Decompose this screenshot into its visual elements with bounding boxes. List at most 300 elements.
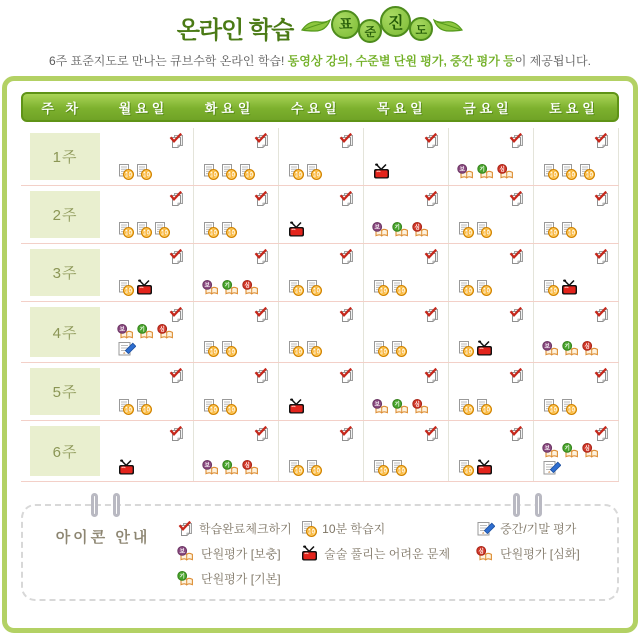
week-label: 2주 (30, 191, 100, 238)
logo-circle: 준 (358, 19, 382, 43)
leaf-icon (301, 17, 331, 37)
unit-eval-advanced-icon[interactable] (157, 324, 176, 340)
check-complete-icon[interactable] (508, 306, 525, 324)
content-frame (2, 76, 638, 633)
svg-text:기: 기 (564, 446, 570, 453)
unit-eval-advanced-icon[interactable] (582, 443, 601, 459)
unit-eval-supplement-icon[interactable] (372, 399, 391, 415)
check-complete-icon[interactable] (253, 248, 270, 266)
ten-min-worksheet-icon[interactable] (202, 221, 219, 238)
day-cell (278, 128, 363, 185)
svg-text:10: 10 (483, 230, 490, 237)
day-cell (193, 244, 278, 301)
ten-min-worksheet-icon[interactable] (220, 163, 237, 180)
svg-text:10: 10 (313, 172, 320, 179)
ten-min-worksheet-icon[interactable] (135, 398, 152, 415)
unit-eval-supplement-icon[interactable] (202, 460, 221, 476)
table-row (21, 363, 619, 421)
day-cell (193, 421, 278, 481)
check-complete-icon[interactable] (593, 132, 610, 150)
svg-text:10: 10 (380, 349, 387, 356)
table-row (21, 186, 619, 244)
check-complete-icon[interactable] (168, 367, 185, 385)
ten-min-worksheet-icon[interactable] (220, 398, 237, 415)
check-complete-icon[interactable] (593, 306, 610, 324)
svg-text:10: 10 (210, 172, 217, 179)
legend-label: 학습완료체크하기 (199, 522, 292, 536)
check-complete-icon[interactable] (338, 425, 355, 443)
check-complete-icon[interactable] (423, 306, 440, 324)
svg-text:보: 보 (374, 225, 380, 232)
ten-min-worksheet-icon[interactable] (457, 340, 474, 357)
svg-text:10: 10 (483, 407, 490, 414)
column-header: 금요일 (463, 100, 513, 116)
hard-problem-tv-icon[interactable] (287, 398, 306, 415)
svg-text:10: 10 (465, 288, 472, 295)
check-complete-icon[interactable] (338, 248, 355, 266)
day-cell (278, 363, 363, 420)
ten-min-worksheet-icon[interactable] (117, 398, 134, 415)
week-cell (21, 363, 109, 420)
svg-text:10: 10 (483, 288, 490, 295)
ten-min-worksheet-icon[interactable] (153, 221, 170, 238)
day-cell (448, 244, 533, 301)
svg-text:10: 10 (465, 349, 472, 356)
day-cell (109, 363, 193, 420)
check-complete-icon[interactable] (423, 132, 440, 150)
subtitle-plain: 6주 표준지도로 만나는 큐브수학 온라인 학습! (49, 54, 288, 68)
hard-problem-tv-icon (300, 545, 319, 562)
svg-text:10: 10 (380, 468, 387, 475)
ten-min-worksheet-icon[interactable] (305, 340, 322, 357)
svg-text:10: 10 (295, 349, 302, 356)
day-cell (533, 244, 619, 301)
check-complete-icon[interactable] (168, 190, 185, 208)
day-cell (278, 302, 363, 362)
day-cell (448, 421, 533, 481)
title-row (0, 5, 640, 49)
svg-text:심: 심 (244, 283, 251, 290)
logo-circles (331, 11, 433, 43)
day-cell (109, 421, 193, 481)
svg-text:기: 기 (139, 327, 146, 334)
day-cell (193, 363, 278, 420)
ten-min-worksheet-icon[interactable] (287, 163, 304, 180)
day-cell (193, 302, 278, 362)
week-cell (21, 128, 109, 185)
ten-min-worksheet-icon (300, 520, 317, 537)
svg-text:10: 10 (228, 172, 235, 179)
table-row (21, 128, 619, 186)
svg-text:심: 심 (159, 327, 166, 334)
ten-min-worksheet-icon[interactable] (560, 163, 577, 180)
svg-text:10: 10 (143, 407, 151, 414)
svg-text:심: 심 (584, 344, 590, 351)
table-row (21, 302, 619, 363)
check-complete-icon[interactable] (253, 425, 270, 443)
check-complete-icon[interactable] (338, 190, 355, 208)
ten-min-worksheet-icon[interactable] (135, 163, 152, 180)
binder-ring (513, 493, 520, 517)
ten-min-worksheet-icon[interactable] (202, 398, 219, 415)
ten-min-worksheet-icon[interactable] (560, 398, 577, 415)
table-row (21, 421, 619, 482)
column-header: 목요일 (376, 100, 427, 116)
day-cell (363, 302, 448, 362)
legend-item (177, 570, 300, 587)
ten-min-worksheet-icon[interactable] (287, 340, 304, 357)
svg-text:기: 기 (224, 463, 231, 470)
check-complete-icon[interactable] (253, 367, 270, 385)
check-complete-icon (177, 520, 194, 537)
ten-min-worksheet-icon[interactable] (202, 340, 219, 357)
schedule-table (21, 92, 619, 482)
column-header: 화요일 (204, 100, 255, 116)
check-complete-icon[interactable] (423, 367, 440, 385)
ten-min-worksheet-icon[interactable] (372, 340, 389, 357)
svg-text:10: 10 (398, 288, 405, 295)
legend-item (476, 545, 611, 562)
legend-item (177, 545, 300, 562)
day-cell (448, 128, 533, 185)
unit-eval-supplement-icon[interactable] (457, 164, 476, 180)
svg-text:기: 기 (479, 167, 485, 174)
day-cell (533, 363, 619, 420)
ten-min-worksheet-icon[interactable] (475, 398, 492, 415)
day-cell (109, 186, 193, 243)
svg-text:심: 심 (478, 548, 484, 555)
check-complete-icon[interactable] (593, 248, 610, 266)
svg-text:10: 10 (210, 349, 217, 356)
check-complete-icon[interactable] (593, 190, 610, 208)
column-header: 토요일 (549, 100, 599, 116)
legend-label: 술술 풀리는 어려운 문제 (324, 547, 451, 561)
column-header: 수요일 (290, 100, 341, 116)
week-cell (21, 421, 109, 481)
check-complete-icon[interactable] (508, 190, 525, 208)
check-complete-icon[interactable] (423, 248, 440, 266)
svg-text:기: 기 (224, 283, 231, 290)
column-header: 월요일 (118, 100, 169, 116)
week-cell (21, 186, 109, 243)
svg-text:10: 10 (295, 468, 302, 475)
day-cell (278, 421, 363, 481)
svg-text:10: 10 (550, 230, 557, 237)
week-label: 5주 (30, 368, 100, 415)
svg-text:10: 10 (380, 288, 387, 295)
svg-text:10: 10 (125, 288, 133, 295)
unit-eval-advanced-icon[interactable] (412, 399, 431, 415)
day-cell (533, 302, 619, 362)
unit-eval-basic-icon[interactable] (562, 443, 581, 459)
unit-eval-advanced-icon[interactable] (412, 222, 431, 238)
svg-text:10: 10 (465, 407, 472, 414)
column-header: 주 차 (41, 100, 83, 116)
svg-text:10: 10 (465, 468, 472, 475)
svg-text:10: 10 (210, 407, 217, 414)
ten-min-worksheet-icon[interactable] (390, 279, 407, 296)
ten-min-worksheet-icon[interactable] (117, 163, 134, 180)
week-label: 1주 (30, 133, 100, 180)
svg-text:10: 10 (313, 288, 320, 295)
svg-text:심: 심 (414, 225, 420, 232)
svg-text:10: 10 (313, 468, 320, 475)
binder-ring (113, 493, 120, 517)
svg-text:보: 보 (459, 167, 465, 174)
ten-min-worksheet-icon[interactable] (305, 163, 322, 180)
legend-label: 단원평가 [심화] (500, 547, 580, 561)
unit-eval-basic-icon[interactable] (477, 164, 496, 180)
check-complete-icon[interactable] (423, 190, 440, 208)
svg-text:10: 10 (143, 172, 151, 179)
logo-circle: 진 (380, 6, 411, 37)
subtitle-highlight: 동영상 강의, 수준별 단원 평가, 중간 평가 등 (287, 54, 515, 68)
day-cell (109, 128, 193, 185)
svg-text:보: 보 (179, 548, 185, 555)
unit-eval-supplement-icon[interactable] (117, 324, 136, 340)
ten-min-worksheet-icon[interactable] (372, 279, 389, 296)
svg-text:심: 심 (499, 167, 505, 174)
svg-text:기: 기 (394, 225, 400, 232)
hard-problem-tv-icon[interactable] (560, 279, 579, 296)
day-cell (448, 363, 533, 420)
unit-eval-basic-icon[interactable] (222, 280, 241, 296)
svg-text:10: 10 (550, 172, 557, 179)
day-cell (363, 244, 448, 301)
day-cell (533, 421, 619, 481)
svg-text:10: 10 (568, 407, 575, 414)
svg-text:보: 보 (119, 327, 126, 334)
svg-text:10: 10 (210, 230, 217, 237)
ten-min-worksheet-icon[interactable] (238, 163, 255, 180)
binder-ring (91, 493, 98, 517)
svg-text:심: 심 (414, 402, 420, 409)
unit-eval-advanced-icon[interactable] (242, 280, 261, 296)
svg-text:10: 10 (295, 172, 302, 179)
svg-text:10: 10 (143, 230, 151, 237)
svg-text:보: 보 (204, 463, 211, 470)
ten-min-worksheet-icon[interactable] (220, 340, 237, 357)
ten-min-worksheet-icon[interactable] (542, 163, 559, 180)
svg-text:10: 10 (228, 230, 235, 237)
ten-min-worksheet-icon[interactable] (305, 459, 322, 476)
legend-label: 단원평가 [기본] (201, 572, 281, 586)
svg-text:10: 10 (125, 407, 133, 414)
unit-eval-supplement-icon[interactable] (202, 280, 221, 296)
svg-text:10: 10 (161, 230, 169, 237)
unit-eval-advanced-icon[interactable] (242, 460, 261, 476)
ten-min-worksheet-icon[interactable] (390, 459, 407, 476)
legend-label: 10분 학습지 (322, 522, 386, 536)
svg-text:보: 보 (544, 344, 550, 351)
svg-text:보: 보 (544, 446, 550, 453)
hard-problem-tv-icon[interactable] (135, 279, 154, 296)
svg-text:심: 심 (244, 463, 251, 470)
day-cell (278, 244, 363, 301)
svg-text:심: 심 (584, 446, 590, 453)
svg-text:10: 10 (586, 172, 593, 179)
progress-logo (301, 11, 463, 43)
day-cell (363, 363, 448, 420)
icon-legend (21, 504, 619, 601)
unit-eval-supplement-icon (177, 546, 196, 562)
page-header (0, 0, 640, 76)
unit-eval-basic-icon[interactable] (137, 324, 156, 340)
unit-eval-basic-icon[interactable] (392, 222, 411, 238)
check-complete-icon[interactable] (593, 425, 610, 443)
check-complete-icon[interactable] (168, 306, 185, 324)
unit-eval-basic-icon[interactable] (562, 341, 581, 357)
svg-text:10: 10 (313, 349, 320, 356)
svg-text:10: 10 (246, 172, 253, 179)
ten-min-worksheet-icon[interactable] (542, 279, 559, 296)
logo-circle: 표 (331, 10, 360, 39)
hard-problem-tv-icon[interactable] (475, 340, 494, 357)
day-cell (193, 128, 278, 185)
day-cell (278, 186, 363, 243)
day-cell (109, 244, 193, 301)
legend-item (300, 520, 476, 537)
hard-problem-tv-icon[interactable] (475, 459, 494, 476)
legend-item (177, 520, 300, 537)
day-cell (448, 186, 533, 243)
svg-text:10: 10 (295, 288, 302, 295)
svg-text:10: 10 (398, 468, 405, 475)
week-cell (21, 244, 109, 301)
ten-min-worksheet-icon[interactable] (578, 163, 595, 180)
ten-min-worksheet-icon[interactable] (220, 221, 237, 238)
unit-eval-basic-icon[interactable] (392, 399, 411, 415)
legend-grid (177, 520, 611, 593)
svg-text:10: 10 (228, 349, 235, 356)
check-complete-icon[interactable] (508, 132, 525, 150)
week-label: 3주 (30, 249, 100, 296)
day-cell (533, 128, 619, 185)
svg-text:10: 10 (308, 529, 315, 536)
svg-text:10: 10 (125, 172, 133, 179)
check-complete-icon[interactable] (253, 190, 270, 208)
hard-problem-tv-icon[interactable] (287, 221, 306, 238)
subtitle-plain-end: 이 제공됩니다. (514, 54, 591, 68)
check-complete-icon[interactable] (593, 367, 610, 385)
day-cell (363, 128, 448, 185)
legend-label: 중간/기말 평가 (500, 522, 577, 536)
check-complete-icon[interactable] (338, 306, 355, 324)
svg-text:10: 10 (398, 349, 405, 356)
ten-min-worksheet-icon[interactable] (202, 163, 219, 180)
legend-label: 단원평가 [보충] (201, 547, 281, 561)
hard-problem-tv-icon[interactable] (372, 163, 391, 180)
ten-min-worksheet-icon[interactable] (305, 279, 322, 296)
ten-min-worksheet-icon[interactable] (117, 221, 134, 238)
ten-min-worksheet-icon[interactable] (457, 459, 474, 476)
day-cell (193, 186, 278, 243)
mid-final-exam-icon (476, 520, 495, 537)
ten-min-worksheet-icon[interactable] (475, 279, 492, 296)
svg-text:기: 기 (179, 573, 185, 580)
svg-text:보: 보 (204, 283, 211, 290)
check-complete-icon[interactable] (253, 132, 270, 150)
svg-text:보: 보 (374, 402, 380, 409)
ten-min-worksheet-icon[interactable] (457, 398, 474, 415)
week-label: 4주 (30, 307, 100, 357)
day-cell (363, 186, 448, 243)
ten-min-worksheet-icon[interactable] (135, 221, 152, 238)
svg-text:10: 10 (465, 230, 472, 237)
svg-text:기: 기 (564, 344, 570, 351)
svg-text:10: 10 (125, 230, 133, 237)
legend-item (476, 520, 611, 537)
check-complete-icon[interactable] (253, 306, 270, 324)
check-complete-icon[interactable] (338, 132, 355, 150)
unit-eval-advanced-icon[interactable] (497, 164, 516, 180)
leaf-icon (433, 17, 463, 37)
ten-min-worksheet-icon[interactable] (542, 221, 559, 238)
svg-text:10: 10 (568, 172, 575, 179)
check-complete-icon[interactable] (508, 425, 525, 443)
table-body (21, 128, 619, 482)
unit-eval-supplement-icon[interactable] (542, 341, 561, 357)
table-header (21, 92, 619, 122)
day-cell (533, 186, 619, 243)
table-row (21, 244, 619, 302)
mid-final-exam-icon[interactable] (542, 459, 561, 476)
page-title: 온라인 학습 (176, 16, 294, 44)
unit-eval-advanced-icon[interactable] (582, 341, 601, 357)
hard-problem-tv-icon[interactable] (117, 459, 136, 476)
ten-min-worksheet-icon[interactable] (390, 340, 407, 357)
week-cell (21, 302, 109, 362)
check-complete-icon[interactable] (508, 248, 525, 266)
check-complete-icon[interactable] (168, 132, 185, 150)
unit-eval-basic-icon (177, 571, 196, 587)
unit-eval-basic-icon[interactable] (222, 460, 241, 476)
day-cell (448, 302, 533, 362)
unit-eval-supplement-icon[interactable] (372, 222, 391, 238)
day-cell (109, 302, 193, 362)
svg-text:10: 10 (228, 407, 235, 414)
svg-text:기: 기 (394, 402, 400, 409)
mid-final-exam-icon[interactable] (117, 340, 136, 357)
svg-text:10: 10 (550, 288, 557, 295)
svg-text:10: 10 (550, 407, 557, 414)
check-complete-icon[interactable] (168, 248, 185, 266)
check-complete-icon[interactable] (338, 367, 355, 385)
ten-min-worksheet-icon[interactable] (287, 459, 304, 476)
ten-min-worksheet-icon[interactable] (117, 279, 134, 296)
check-complete-icon[interactable] (423, 425, 440, 443)
week-label: 6주 (30, 426, 100, 476)
ten-min-worksheet-icon[interactable] (560, 221, 577, 238)
ten-min-worksheet-icon[interactable] (475, 221, 492, 238)
page-subtitle (0, 52, 640, 69)
ten-min-worksheet-icon[interactable] (457, 221, 474, 238)
check-complete-icon[interactable] (168, 425, 185, 443)
ten-min-worksheet-icon[interactable] (542, 398, 559, 415)
check-complete-icon[interactable] (508, 367, 525, 385)
logo-circle: 도 (409, 17, 433, 41)
day-cell (363, 421, 448, 481)
binder-ring (535, 493, 542, 517)
unit-eval-advanced-icon (476, 546, 495, 562)
legend-item (300, 545, 476, 562)
unit-eval-supplement-icon[interactable] (542, 443, 561, 459)
ten-min-worksheet-icon[interactable] (287, 279, 304, 296)
ten-min-worksheet-icon[interactable] (457, 279, 474, 296)
svg-text:10: 10 (568, 230, 575, 237)
legend-title: 아이콘 안내 (55, 529, 151, 546)
ten-min-worksheet-icon[interactable] (372, 459, 389, 476)
